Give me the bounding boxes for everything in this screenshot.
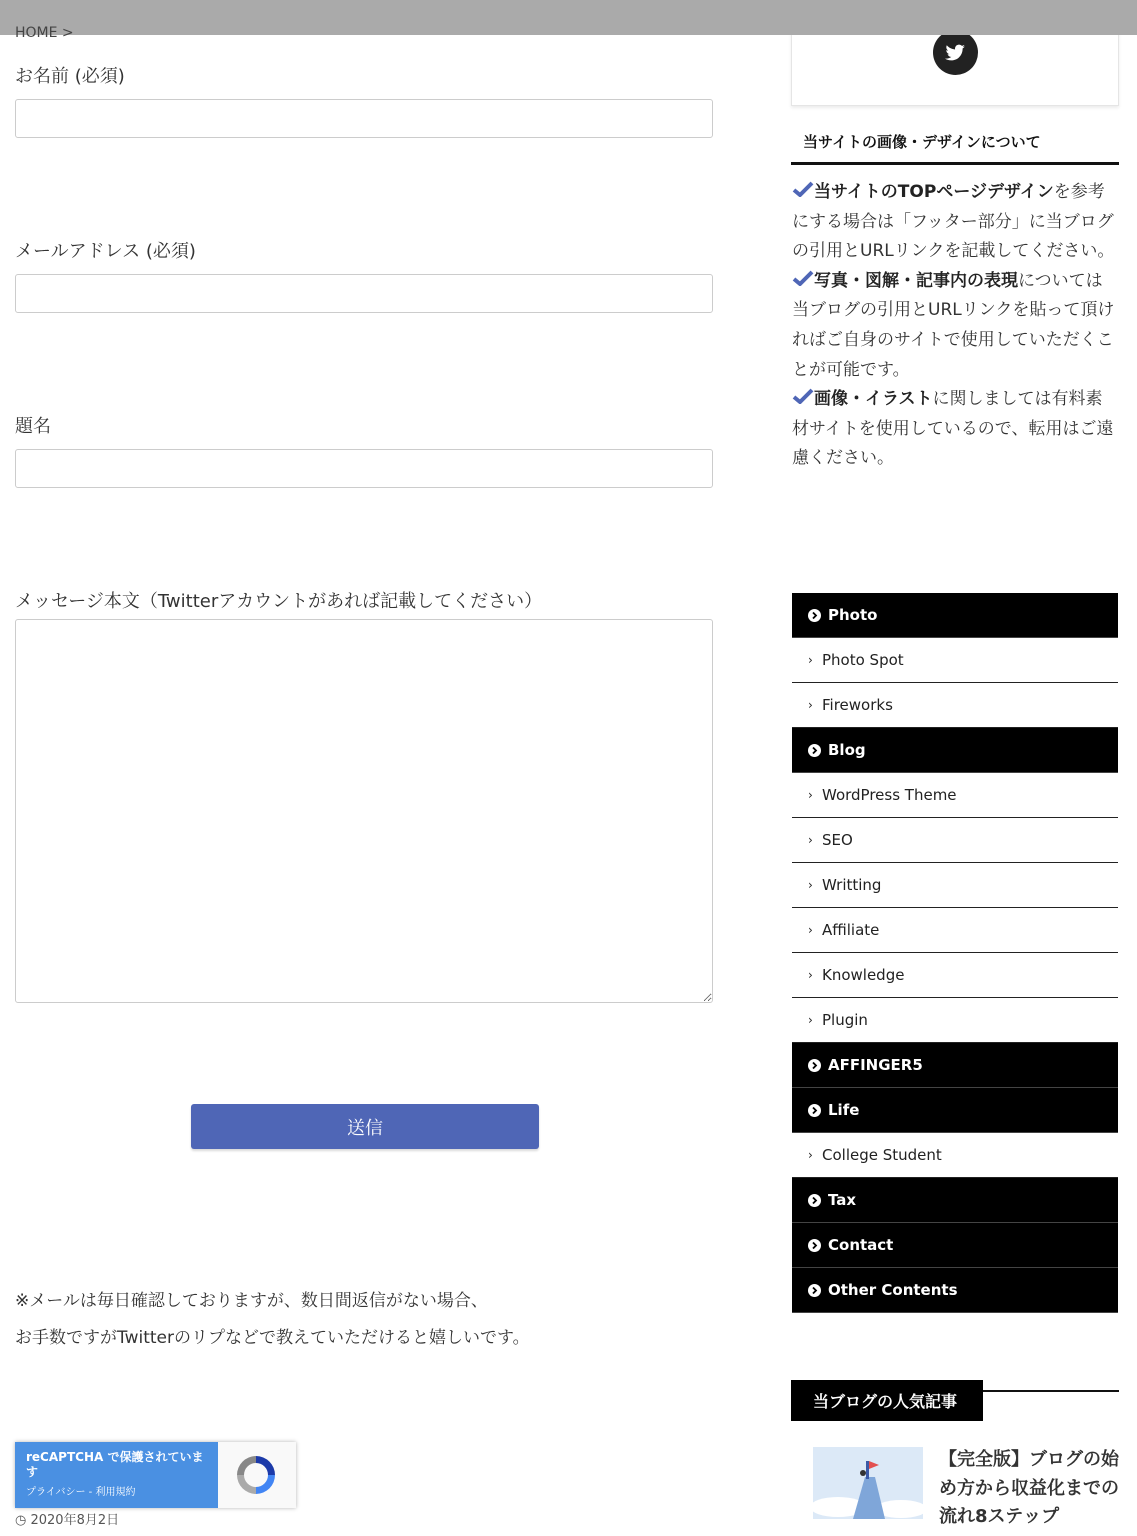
about-item-1-text: を参考にする場合は「フッター部分」に当ブログの引用とURLリンクを記載してください。 bbox=[792, 182, 1115, 262]
chevron-right-icon: › bbox=[808, 788, 813, 802]
category-label: Knowledge bbox=[822, 966, 905, 984]
circle-arrow-icon bbox=[808, 609, 821, 622]
category-label: WordPress Theme bbox=[822, 786, 957, 804]
notice-line-1: ※メールは毎日確認しておりますが、数日間返信がない場合、 bbox=[15, 1291, 488, 1311]
twitter-follow-button[interactable] bbox=[933, 30, 978, 75]
about-widget-body bbox=[792, 178, 1118, 474]
chevron-right-icon: › bbox=[808, 833, 813, 847]
post-date bbox=[15, 1509, 119, 1528]
about-item-1 bbox=[792, 178, 1118, 267]
chevron-right-icon: › bbox=[808, 1013, 813, 1027]
circle-arrow-icon bbox=[808, 1239, 821, 1252]
clock-icon: ◷ bbox=[15, 1513, 27, 1528]
category-label: Writting bbox=[822, 876, 882, 894]
category-label: SEO bbox=[822, 831, 853, 849]
popular-posts-header: 当ブログの人気記事 bbox=[791, 1380, 983, 1421]
chevron-right-icon: › bbox=[808, 923, 813, 937]
category-item[interactable] bbox=[792, 908, 1118, 953]
recaptcha-title: reCAPTCHA で保護されています bbox=[26, 1450, 204, 1479]
recaptcha-logo-icon bbox=[232, 1452, 280, 1498]
category-item[interactable] bbox=[792, 593, 1118, 638]
about-item-2 bbox=[792, 267, 1118, 385]
subject-field[interactable] bbox=[15, 449, 713, 488]
chevron-right-icon: › bbox=[808, 653, 813, 667]
category-label: Tax bbox=[828, 1191, 857, 1209]
popular-header-rule bbox=[983, 1390, 1119, 1392]
circle-arrow-icon bbox=[808, 1194, 821, 1207]
category-label: Photo bbox=[828, 606, 878, 624]
category-list bbox=[792, 593, 1118, 1313]
about-item-2-bold: 写真・図解・記事内の表現 bbox=[814, 270, 1018, 291]
circle-arrow-icon bbox=[808, 1059, 821, 1072]
category-item[interactable] bbox=[792, 863, 1118, 908]
category-item[interactable] bbox=[792, 1268, 1118, 1313]
category-item[interactable] bbox=[792, 998, 1118, 1043]
about-widget-title: 当サイトの画像・デザインについて bbox=[803, 133, 1041, 151]
category-item[interactable] bbox=[792, 1178, 1118, 1223]
popular-post-thumbnail[interactable] bbox=[813, 1447, 923, 1519]
chevron-right-icon: › bbox=[808, 878, 813, 892]
about-item-3 bbox=[792, 385, 1118, 474]
email-label: メールアドレス (必須) bbox=[15, 241, 196, 262]
recaptcha-text-panel bbox=[15, 1442, 218, 1508]
check-icon bbox=[792, 388, 814, 404]
message-label: メッセージ本文（Twitterアカウントがあれば記載してください） bbox=[15, 591, 543, 612]
circle-arrow-icon bbox=[808, 744, 821, 757]
about-item-2-text: については当ブログの引用とURLリンクを貼って頂ければご自身のサイトで使用していただくことが可能です。 bbox=[792, 270, 1115, 380]
category-label: Life bbox=[828, 1101, 860, 1119]
category-label: Photo Spot bbox=[822, 651, 904, 669]
message-field[interactable] bbox=[15, 619, 713, 1003]
notice-line-2: お手数ですがTwitterのリプなどで教えていただけると嬉しいです。 bbox=[15, 1328, 530, 1348]
about-item-1-bold: 当サイトのTOPページデザイン bbox=[814, 182, 1054, 202]
category-label: Blog bbox=[828, 741, 866, 759]
category-item[interactable] bbox=[792, 1043, 1118, 1088]
circle-arrow-icon bbox=[808, 1284, 821, 1297]
popular-post-title[interactable]: 【完全版】ブログの始め方から収益化までの流れ8ステップ bbox=[939, 1449, 1119, 1527]
category-item[interactable] bbox=[792, 1088, 1118, 1133]
category-item[interactable] bbox=[792, 1223, 1118, 1268]
about-title-underline bbox=[791, 162, 1119, 165]
category-label: Contact bbox=[828, 1236, 894, 1254]
top-overlay-bar bbox=[0, 0, 1137, 35]
recaptcha-links[interactable]: プライバシー - 利用規約 bbox=[26, 1487, 136, 1498]
twitter-icon bbox=[933, 30, 978, 75]
email-field[interactable] bbox=[15, 274, 713, 313]
category-label: Other Contents bbox=[828, 1281, 958, 1299]
name-field[interactable] bbox=[15, 99, 713, 138]
chevron-right-icon: › bbox=[808, 1148, 813, 1162]
circle-arrow-icon bbox=[808, 1104, 821, 1117]
breadcrumb[interactable]: HOME > bbox=[15, 25, 74, 41]
about-item-3-text: に関しましては有料素材サイトを使用しているので、転用はご遠慮ください。 bbox=[792, 389, 1114, 469]
chevron-right-icon: › bbox=[808, 968, 813, 982]
category-label: College Student bbox=[822, 1146, 942, 1164]
post-date-text: 2020年8月2日 bbox=[30, 1513, 120, 1528]
subject-label: 題名 bbox=[15, 416, 51, 437]
check-icon bbox=[792, 181, 814, 197]
about-item-3-bold: 画像・イラスト bbox=[814, 389, 933, 410]
category-label: Fireworks bbox=[822, 696, 893, 714]
category-item[interactable] bbox=[792, 1133, 1118, 1178]
category-item[interactable] bbox=[792, 953, 1118, 998]
category-item[interactable] bbox=[792, 773, 1118, 818]
category-item[interactable] bbox=[792, 683, 1118, 728]
category-item[interactable] bbox=[792, 728, 1118, 773]
category-item[interactable] bbox=[792, 638, 1118, 683]
category-label: AFFINGER5 bbox=[828, 1056, 923, 1074]
chevron-right-icon: › bbox=[808, 698, 813, 712]
popular-post-illustration bbox=[813, 1447, 923, 1519]
recaptcha-badge[interactable] bbox=[15, 1442, 296, 1508]
category-label: Affiliate bbox=[822, 921, 880, 939]
submit-button[interactable]: 送信 bbox=[191, 1104, 539, 1149]
check-icon bbox=[792, 270, 814, 286]
category-item[interactable] bbox=[792, 818, 1118, 863]
name-label: お名前 (必須) bbox=[15, 66, 125, 87]
category-label: Plugin bbox=[822, 1011, 868, 1029]
